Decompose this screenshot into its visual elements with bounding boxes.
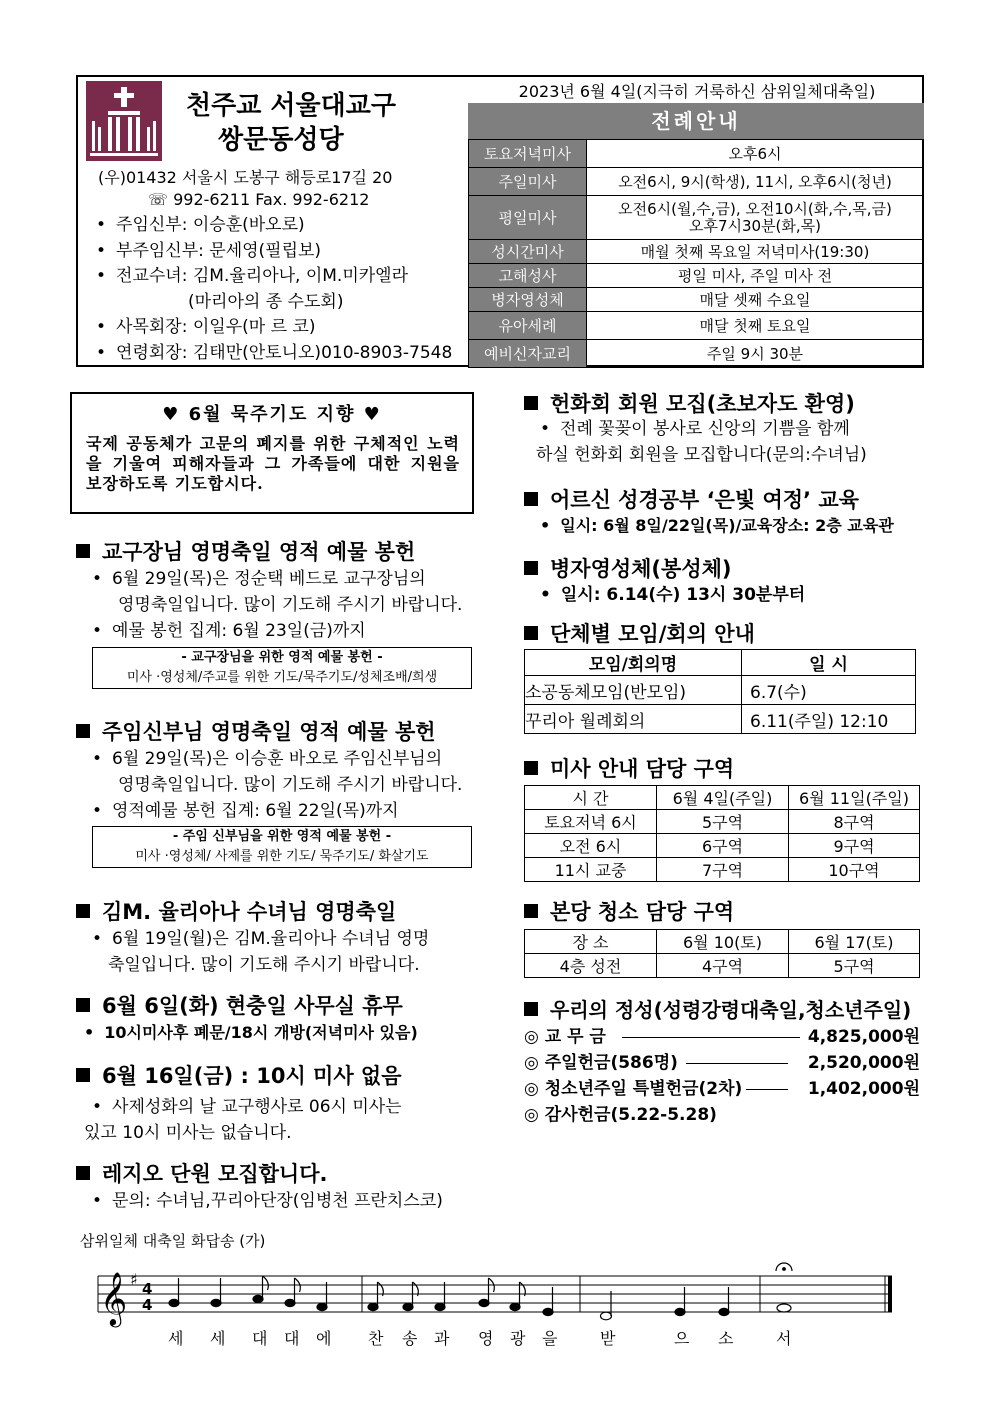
lyric-syllable: 영 [478,1329,494,1348]
lyric-syllable: 찬 [368,1329,384,1348]
liturgy-value: 오후6시 [587,140,924,168]
church-phone: ☏ 992-6211 Fax. 992-6212 [148,190,370,209]
offering-label: ◎ 청소년주일 특별헌금(2차) [524,1079,743,1099]
list-item-cont: 하실 헌화회 회원을 모집합니다(문의:수녀님) [536,445,867,465]
section-title: 단체별 모임/회의 안내 [524,618,755,648]
section-title: 6월 6일(화) 현충일 사무실 휴무 [76,990,403,1020]
table-cell: 6.11(주일) 12:10 [742,705,916,734]
table-cell: 11시 교중 [525,858,657,882]
section-title: 본당 청소 담당 구역 [524,896,734,926]
list-item: • 일시: 6월 8일/22일(목)/교육장소: 2층 교육관 [540,516,894,535]
liturgy-value: 매달 첫째 토요일 [587,312,924,340]
lyric-syllable: 에 [316,1329,332,1348]
lyric-syllable: 송 [402,1329,418,1348]
section-title: 병자영성체(봉성체) [524,553,731,583]
liturgy-row [469,288,924,312]
mass-guide-table [524,785,920,882]
liturgy-key: 고해성사 [469,264,587,288]
liturgy-row [469,240,924,264]
table-row [525,858,920,882]
list-item: • 6월 29일(목)은 정순택 베드로 교구장님의 [92,569,426,589]
list-item: • 전례 꽃꽂이 봉사로 신앙의 기쁨을 함께 [540,419,850,439]
table-cell: 6.7(수) [742,676,916,705]
liturgy-row [469,168,924,196]
note-box-text: 미사 ·영성체/ 사제를 위한 기도/ 묵주기도/ 화살기도 [135,849,429,864]
note-box-title: - 교구장님을 위한 영적 예물 봉헌 - [181,650,383,665]
offering-list [524,1024,920,1128]
list-item-cont: 영명축일입니다. 많이 기도해 주시기 바랍니다. [118,595,463,615]
table-header-cell: 6월 4일(주일) [657,786,789,810]
note-box-text: 미사 ·영성체/주교를 위한 기도/묵주기도/성체조배/희생 [126,670,438,685]
music-title: 삼위일체 대축일 화답송 (가) [80,1232,266,1250]
list-item-cont: 축일입니다. 많이 기도해 주시기 바랍니다. [108,955,420,975]
offering-amount: 2,520,000원 [807,1053,920,1073]
list-item: • 일시: 6.14(수) 13시 30분부터 [540,585,806,605]
offering-row [524,1076,920,1102]
lyric-syllable: 세 [210,1329,226,1348]
table-header [525,650,916,676]
church-logo [86,81,162,161]
liturgy-value: 주일 9시 30분 [587,340,924,368]
liturgy-value: 평일 미사, 주일 미사 전 [587,264,924,288]
rosary-intention-box [70,392,474,514]
liturgy-row [469,196,924,240]
section-title: 우리의 정성(성령강령대축일,청소년주일) [524,994,911,1023]
lyric-syllable: 서 [776,1329,792,1348]
table-row [525,676,916,705]
offering-label: ◎ 감사헌금(5.22-5.28) [524,1105,717,1125]
rosary-intention-title: ♥ 6월 묵주기도 지향 ♥ [162,404,382,425]
list-item-cont: 있고 10시 미사는 없습니다. [84,1123,292,1143]
offering-row [524,1102,920,1128]
liturgy-row [469,340,924,368]
liturgy-key: 예비신자교리 [469,340,587,368]
table-cell: 7구역 [657,858,789,882]
cleaning-table [524,929,920,978]
table-header-cell: 일 시 [742,650,916,676]
table-header [525,930,920,954]
table-cell: 6구역 [657,834,789,858]
table-row [525,834,920,858]
table-cell: 5구역 [657,810,789,834]
table-cell: 토요저녁 6시 [525,810,657,834]
liturgy-value-2: 오후7시30분(화,목) [688,216,822,235]
church-name-line2: 쌍문동성당 [218,125,344,155]
svg-text:𝄞: 𝄞 [100,1271,128,1325]
offering-amount: 4,825,000원 [807,1027,920,1047]
section-title: 김M. 율리아나 수녀님 영명축일 [76,896,396,926]
offering-row [524,1050,920,1076]
staff-item: • 부주임신부: 문세영(필립보) [96,239,452,265]
staff-item: • 연령회장: 김태만(안토니오)010-8903-7548 [96,341,452,367]
liturgy-key: 토요저녁미사 [469,140,587,168]
time-sig-bottom: 4 [142,1296,153,1314]
table-cell: 9구역 [789,834,920,858]
table-header-cell: 6월 10(토) [657,930,789,954]
lyric-syllable: 소 [718,1329,734,1348]
offering-amount: 1,402,000원 [807,1079,920,1099]
table-header-cell: 장 소 [525,930,657,954]
lyric-syllable: 대 [284,1329,300,1348]
liturgy-value: 오전6시, 9시(학생), 11시, 오후6시(청년) [587,168,924,196]
table-cell: 5구역 [789,954,920,978]
staff-item: • 주임신부: 이승훈(바오로) [96,213,452,239]
meeting-table [524,649,916,734]
section-title: 헌화회 회원 모집(초보자도 환영) [524,388,855,418]
list-item: • 문의: 수녀님,꾸리아단장(임병천 프란치스코) [92,1191,443,1211]
note-box-title: - 주임 신부님을 위한 영적 예물 봉헌 - [172,829,392,844]
section-title: 주임신부님 영명축일 영적 예물 봉헌 [76,716,436,746]
bulletin-header [76,75,924,367]
offering-label: ◎ 교 무 금 [524,1027,606,1047]
table-header-cell: 6월 11일(주일) [789,786,920,810]
liturgy-key: 유아세례 [469,312,587,340]
liturgy-table [468,139,924,368]
liturgy-key: 성시간미사 [469,240,587,264]
staff-item: • 사목회장: 이일우(마 르 코) [96,315,452,341]
church-name-line1: 천주교 서울대교구 [186,91,396,121]
table-cell: 10구역 [789,858,920,882]
liturgy-value: 오전6시(월,수,금), 오전10시(화,수,목,금) [618,199,892,218]
list-item: • 6월 19일(월)은 김M.율리아나 수녀님 영명 [92,929,430,949]
liturgy-key: 주일미사 [469,168,587,196]
offering-label: ◎ 주일헌금(586명) [524,1053,678,1073]
list-item: • 사제성화의 날 교구행사로 06시 미사는 [92,1097,402,1117]
bulletin-date: 2023년 6월 4일(지극히 거룩하신 삼위일체대축일) [518,82,876,101]
lyric-syllable: 받 [600,1329,616,1348]
music-staff [0,1250,992,1330]
table-cell: 4구역 [657,954,789,978]
table-header-cell: 모임/회의명 [525,650,742,676]
note-box [92,826,472,868]
section-title: 교구장님 영명축일 영적 예물 봉헌 [76,536,415,566]
section-title: 미사 안내 담당 구역 [524,753,734,783]
lyric-syllable: 을 [542,1329,558,1348]
table-cell: 오전 6시 [525,834,657,858]
liturgy-row [469,312,924,340]
table-row [525,954,920,978]
liturgy-key: 병자영성체 [469,288,587,312]
liturgy-title: 전례안내 [468,103,924,139]
liturgy-value: 매달 셋째 수요일 [587,288,924,312]
liturgy-row [469,264,924,288]
table-cell: 8구역 [789,810,920,834]
svg-text:♯: ♯ [130,1270,138,1289]
list-item: • 10시미사후 폐문/18시 개방(저녁미사 있음) [84,1023,418,1042]
staff-item-note: (마리아의 종 수도회) [188,291,344,312]
staff-item: • 전교수녀: 김M.율리아나, 이M.미카엘라 [96,264,452,290]
table-header-cell: 6월 17(토) [789,930,920,954]
table-row [525,810,920,834]
lyric-syllable: 광 [510,1329,526,1348]
church-address: (우)01432 서울시 도봉구 해등로17길 20 [98,168,393,187]
table-row [525,705,916,734]
table-cell: 꾸리아 월례회의 [525,705,742,734]
list-item: • 6월 29일(목)은 이승훈 바오로 주임신부님의 [92,749,443,769]
staff-list [96,213,452,366]
table-header [525,786,920,810]
lyric-syllable: 과 [434,1329,450,1348]
offering-row [524,1024,920,1050]
liturgy-key: 평일미사 [469,196,587,240]
section-title: 레지오 단원 모집합니다. [76,1158,327,1188]
rosary-intention-text: 국제 공동체가 고문의 폐지를 위한 구체적인 노력을 기울여 피해자들과 그 가족들에 대한 지원을 보장하도록 기도합시다. [86,434,460,493]
lyric-syllable: 대 [252,1329,268,1348]
table-cell: 소공동체모임(반모임) [525,676,742,705]
section-title: 어르신 성경공부 ‘은빛 여정’ 교육 [524,484,859,514]
list-item: • 예물 봉헌 집계: 6월 23일(금)까지 [92,621,366,641]
liturgy-row [469,140,924,168]
time-sig-top: 4 [142,1280,153,1298]
note-box [92,647,472,689]
music-notes [169,1263,792,1320]
table-header-cell: 시 간 [525,786,657,810]
section-title: 6월 16일(금) : 10시 미사 없음 [76,1060,402,1090]
list-item: • 영적예물 봉헌 집계: 6월 22일(목)까지 [92,801,399,821]
table-cell: 4층 성전 [525,954,657,978]
liturgy-value: 매월 첫째 목요일 저녁미사(19:30) [587,240,924,264]
lyric-syllable: 세 [168,1329,184,1348]
lyric-syllable: 으 [674,1329,690,1348]
list-item-cont: 영명축일입니다. 많이 기도해 주시기 바랍니다. [118,775,463,795]
